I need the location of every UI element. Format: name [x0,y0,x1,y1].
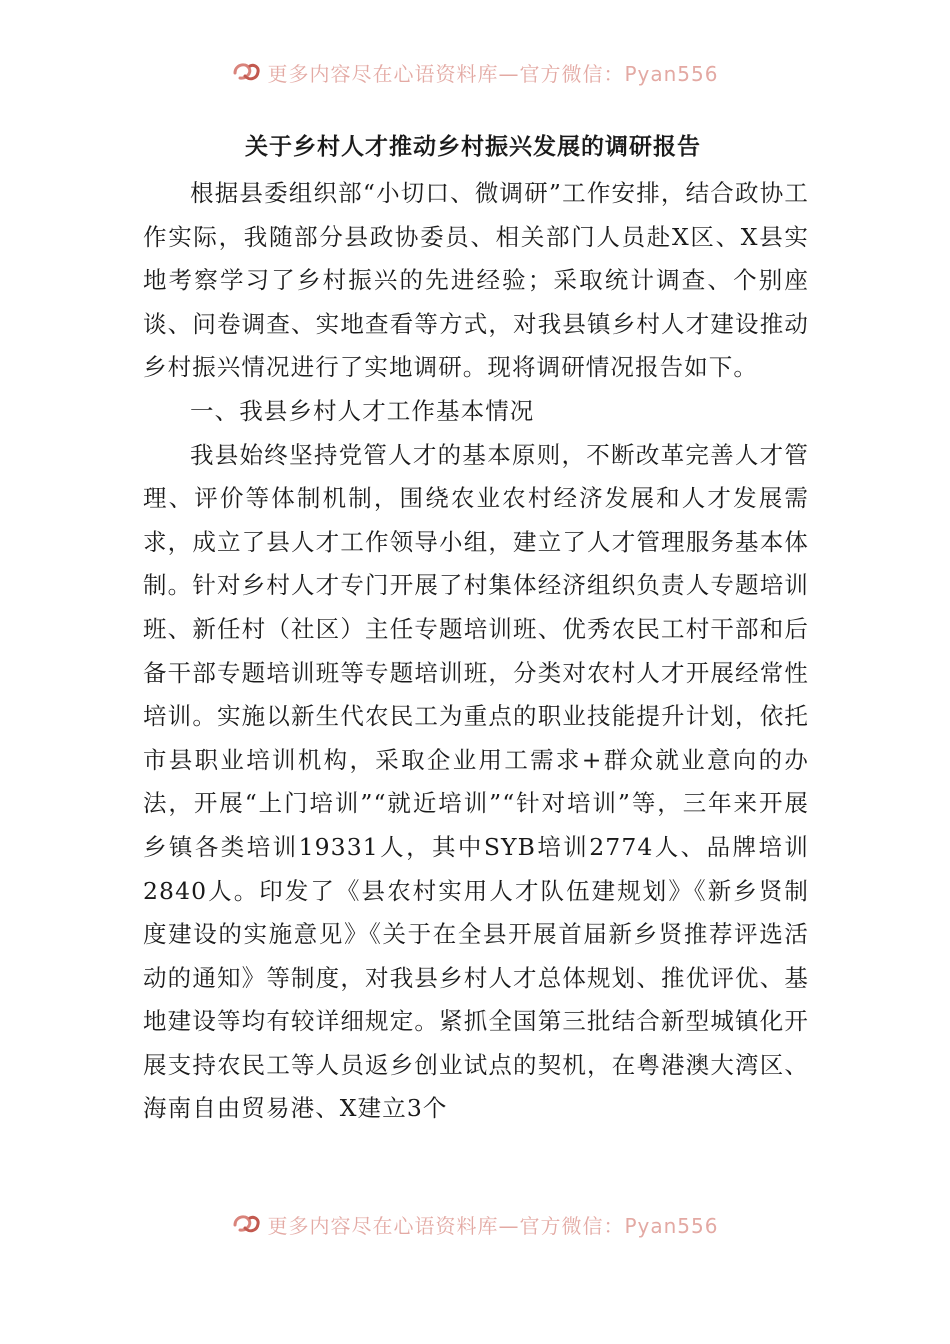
logo-icon [231,59,261,85]
watermark-text: 更多内容尽在心语资料库—官方微信：Pyan556 [267,61,719,86]
watermark-text: 更多内容尽在心语资料库—官方微信：Pyan556 [267,1213,719,1238]
watermark-footer [0,1204,950,1244]
section-heading: 一、我县乡村人才工作基本情况 [190,396,535,425]
logo-icon [231,1211,261,1237]
watermark-header [0,52,950,92]
document-title: 关于乡村人才推动乡村振兴发展的调研报告 [245,133,701,160]
section-paragraph: 我县始终坚持党管人才的基本原则，不断改革完善人才管理、评价等体制机制，围绕农业农村经济发展和人才发展需求，成立了县人才工作领导小组，建立了人才管理服务基本体制。针对乡村人才专门开展了村集体经济组织负责人专题培训班、新任村（社区）主任专题培训班、优秀农民工村干部和后备干部专题培训班等专题培训班，分类对农村人才开展经常性培训。实施以新生代农民工为重点的职业技能提升计划，依托市县职业培训机构，采取企业用工需求+群众就业意向的办法，开展“上门培训”“就近培训”“针对培训”等，三年来开展乡镇各类培训19331人，其中SYB培训2774人、品牌培训2840人。印发了《县农村实用人才队伍建规划》《新乡贤制度建设的实施意见》《关于在全县开展首届新乡贤推荐评选活动的通知》等制度，对我县乡村人才总体规划、推优评优、基地建设等均有较详细规定。紧抓全国第三批结合新型城镇化开展支持农民工等人员返乡创业试点的契机，在粤港澳大湾区、海南自由贸易港、X建立3个 [143,440,809,1123]
document-body [143,124,809,1131]
intro-paragraph: 根据县委组织部“小切口、微调研”工作安排，结合政协工作实际，我随部分县政协委员、相关部门人员赴X区、X县实地考察学习了乡村振兴的先进经验；采取统计调查、个别座谈、问卷调查、实地查看等方式，对我县镇乡村人才建设推动乡村振兴情况进行了实地调研。现将调研情况报告如下。 [143,179,809,382]
